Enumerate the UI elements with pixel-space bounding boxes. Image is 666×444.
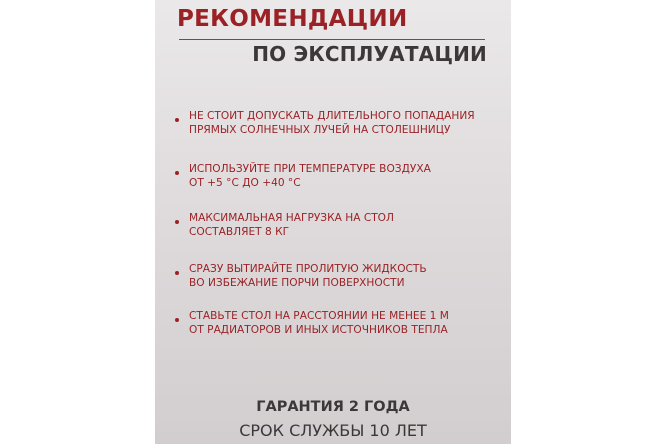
bullet-dot-icon (175, 318, 179, 322)
title-divider (179, 39, 485, 40)
tip-sunlight (175, 110, 505, 137)
bullet-dot-icon (175, 171, 179, 175)
bullet-dot-icon (175, 118, 179, 122)
recommendations-card (155, 0, 511, 444)
bullet-dot-icon (175, 271, 179, 275)
tip-max-load (175, 212, 505, 239)
tip-text: СТАВЬТЕ СТОЛ НА РАССТОЯНИИ НЕ МЕНЕЕ 1 М ОТ РАДИАТОРОВ И ИНЫХ ИСТОЧНИКОВ ТЕПЛА (189, 310, 449, 336)
tip-text: СРАЗУ ВЫТИРАЙТЕ ПРОЛИТУЮ ЖИДКОСТЬ ВО ИЗБЕЖАНИЕ ПОРЧИ ПОВЕРХНОСТИ (189, 263, 427, 289)
tip-text: МАКСИМАЛЬНАЯ НАГРУЗКА НА СТОЛ СОСТАВЛЯЕТ 8 КГ (189, 212, 394, 238)
tip-temperature (175, 163, 505, 190)
bullet-dot-icon (175, 220, 179, 224)
service-life-label: СРОК СЛУЖБЫ 10 ЛЕТ (239, 421, 427, 440)
tip-spills (175, 263, 505, 290)
tip-text: НЕ СТОИТ ДОПУСКАТЬ ДЛИТЕЛЬНОГО ПОПАДАНИЯ ПРЯМЫХ СОЛНЕЧНЫХ ЛУЧЕЙ НА СТОЛЕШНИЦУ (189, 110, 475, 136)
page-subtitle: ПО ЭКСПЛУАТАЦИИ (252, 42, 487, 66)
tip-text: ИСПОЛЬЗУЙТЕ ПРИ ТЕМПЕРАТУРЕ ВОЗДУХА ОТ +5 °С ДО +40 °С (189, 163, 431, 189)
tip-heaters (175, 310, 505, 337)
page-title: РЕКОМЕНДАЦИИ (177, 6, 408, 32)
warranty-label: ГАРАНТИЯ 2 ГОДА (256, 399, 410, 415)
